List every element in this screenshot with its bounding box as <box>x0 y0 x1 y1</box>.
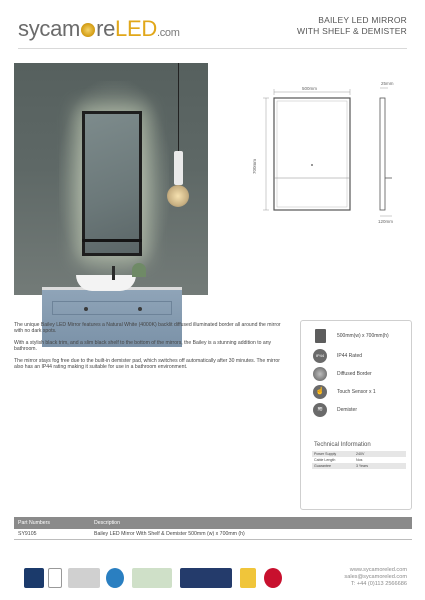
diffused-border-icon <box>313 367 327 381</box>
feature-ip44 <box>313 349 413 365</box>
website-link[interactable]: www.sycamoreled.com <box>349 567 407 573</box>
tech-key: Guarantee <box>312 463 354 469</box>
basin-tap <box>112 266 115 280</box>
drawer-knob <box>138 307 142 311</box>
touch-sensor-icon: ☝ <box>313 385 327 399</box>
part-numbers-table <box>14 517 412 540</box>
table-row <box>312 463 406 469</box>
mirror-front-outline <box>274 98 350 210</box>
mirror-inner-border <box>277 101 347 207</box>
description-paragraph: The unique Bailey LED Mirror features a Natural White (4000K) backlit diffused illuminated border all around the mirror with no dark spots. <box>14 322 281 335</box>
feature-size <box>313 329 413 345</box>
energy-star-badge <box>24 568 44 588</box>
tech-key: Power Supply <box>312 451 354 457</box>
w-badge <box>240 568 256 588</box>
brand-name-part2: re <box>96 16 116 41</box>
phone-number: T: +44 (0)113 2566686 <box>350 581 407 587</box>
tech-value: Nos <box>356 458 363 462</box>
demister-icon: ≋ <box>313 403 327 417</box>
vanity-drawer <box>52 301 172 315</box>
brand-domain: .com <box>156 27 180 39</box>
mirror-side-outline <box>380 98 385 210</box>
parts-table-header <box>14 517 412 529</box>
feature-label: Diffused Border <box>337 371 372 377</box>
pendant-bulb <box>167 185 189 207</box>
logo-orb-icon <box>81 23 95 37</box>
ip44-icon: IP44 <box>313 349 327 363</box>
accreditation-green-badge <box>132 568 172 588</box>
brand-led: LED <box>115 16 157 41</box>
part-description-cell: Bailey LED Mirror With Shelf & Demister 500mm (w) x 700mm (h) <box>94 531 245 537</box>
tech-value: 3 Years <box>354 463 406 469</box>
brand-logo <box>18 16 180 42</box>
feature-demister <box>313 403 413 419</box>
mirror-image <box>82 111 142 256</box>
product-title <box>297 15 407 37</box>
product-photo <box>14 63 208 295</box>
technical-info-table <box>312 451 406 469</box>
part-number-cell: SY9105 <box>18 531 37 537</box>
tech-key: Cable Length <box>314 458 336 462</box>
description-paragraph: With a stylish black trim, and a slim black shelf to the bottom of the mirrors, the Bailey is a stunning addition to any bathroom. <box>14 339 272 353</box>
feature-label: Demister <box>337 407 358 413</box>
technical-info-title: Technical Information <box>314 442 371 448</box>
product-title-line2: WITH SHELF & DEMISTER <box>297 26 407 36</box>
shelf-depth-label: 120mm <box>378 219 394 224</box>
header-divider <box>18 48 407 49</box>
contact-details <box>344 567 407 588</box>
product-description <box>14 322 286 375</box>
mirror-size-icon <box>315 329 326 343</box>
brand-name-part1: sycam <box>18 16 81 41</box>
feature-diffused-border <box>313 367 413 383</box>
pendant-cord <box>178 63 179 153</box>
feature-label: Touch Sensor x 1 <box>337 389 376 395</box>
feature-label: IP44 Rated <box>337 353 363 359</box>
e-accreditation-badge <box>106 568 124 588</box>
british-made-badge <box>264 568 282 588</box>
col-header-part-numbers: Part Numbers <box>18 520 50 526</box>
qr-code-badge <box>48 568 62 588</box>
email-link[interactable]: sales@sycamoreled.com <box>344 574 407 580</box>
wash-basin <box>76 275 136 291</box>
plant-pot <box>132 263 146 277</box>
technical-drawing <box>252 70 418 230</box>
feature-touch-sensor <box>313 385 413 401</box>
feature-label: 500mm(w) x 700mm(h) <box>337 333 389 339</box>
touch-sensor-dot <box>311 164 313 166</box>
tech-value: 240V <box>354 451 406 457</box>
col-header-description: Description <box>94 520 120 526</box>
description-paragraph: The mirror stays fog free due to the built-in demister pad, which switches off automatically after 30 minutes. The mirror also has an IP44 rating making it suitable for use in a bathroom environment. <box>14 357 280 371</box>
width-label: 500mm <box>302 86 318 91</box>
table-row <box>14 529 412 540</box>
pendant-lamp <box>174 151 183 185</box>
constructionline-badge <box>68 568 100 588</box>
height-label: 700mm <box>252 158 257 174</box>
drawer-knob <box>84 307 88 311</box>
depth-label: 25mm <box>381 81 394 86</box>
product-title-line1: BAILEY LED MIRROR <box>318 15 407 25</box>
features-panel <box>300 320 412 510</box>
iso-9001-badge <box>180 568 232 588</box>
mirror-shelf <box>82 239 142 242</box>
